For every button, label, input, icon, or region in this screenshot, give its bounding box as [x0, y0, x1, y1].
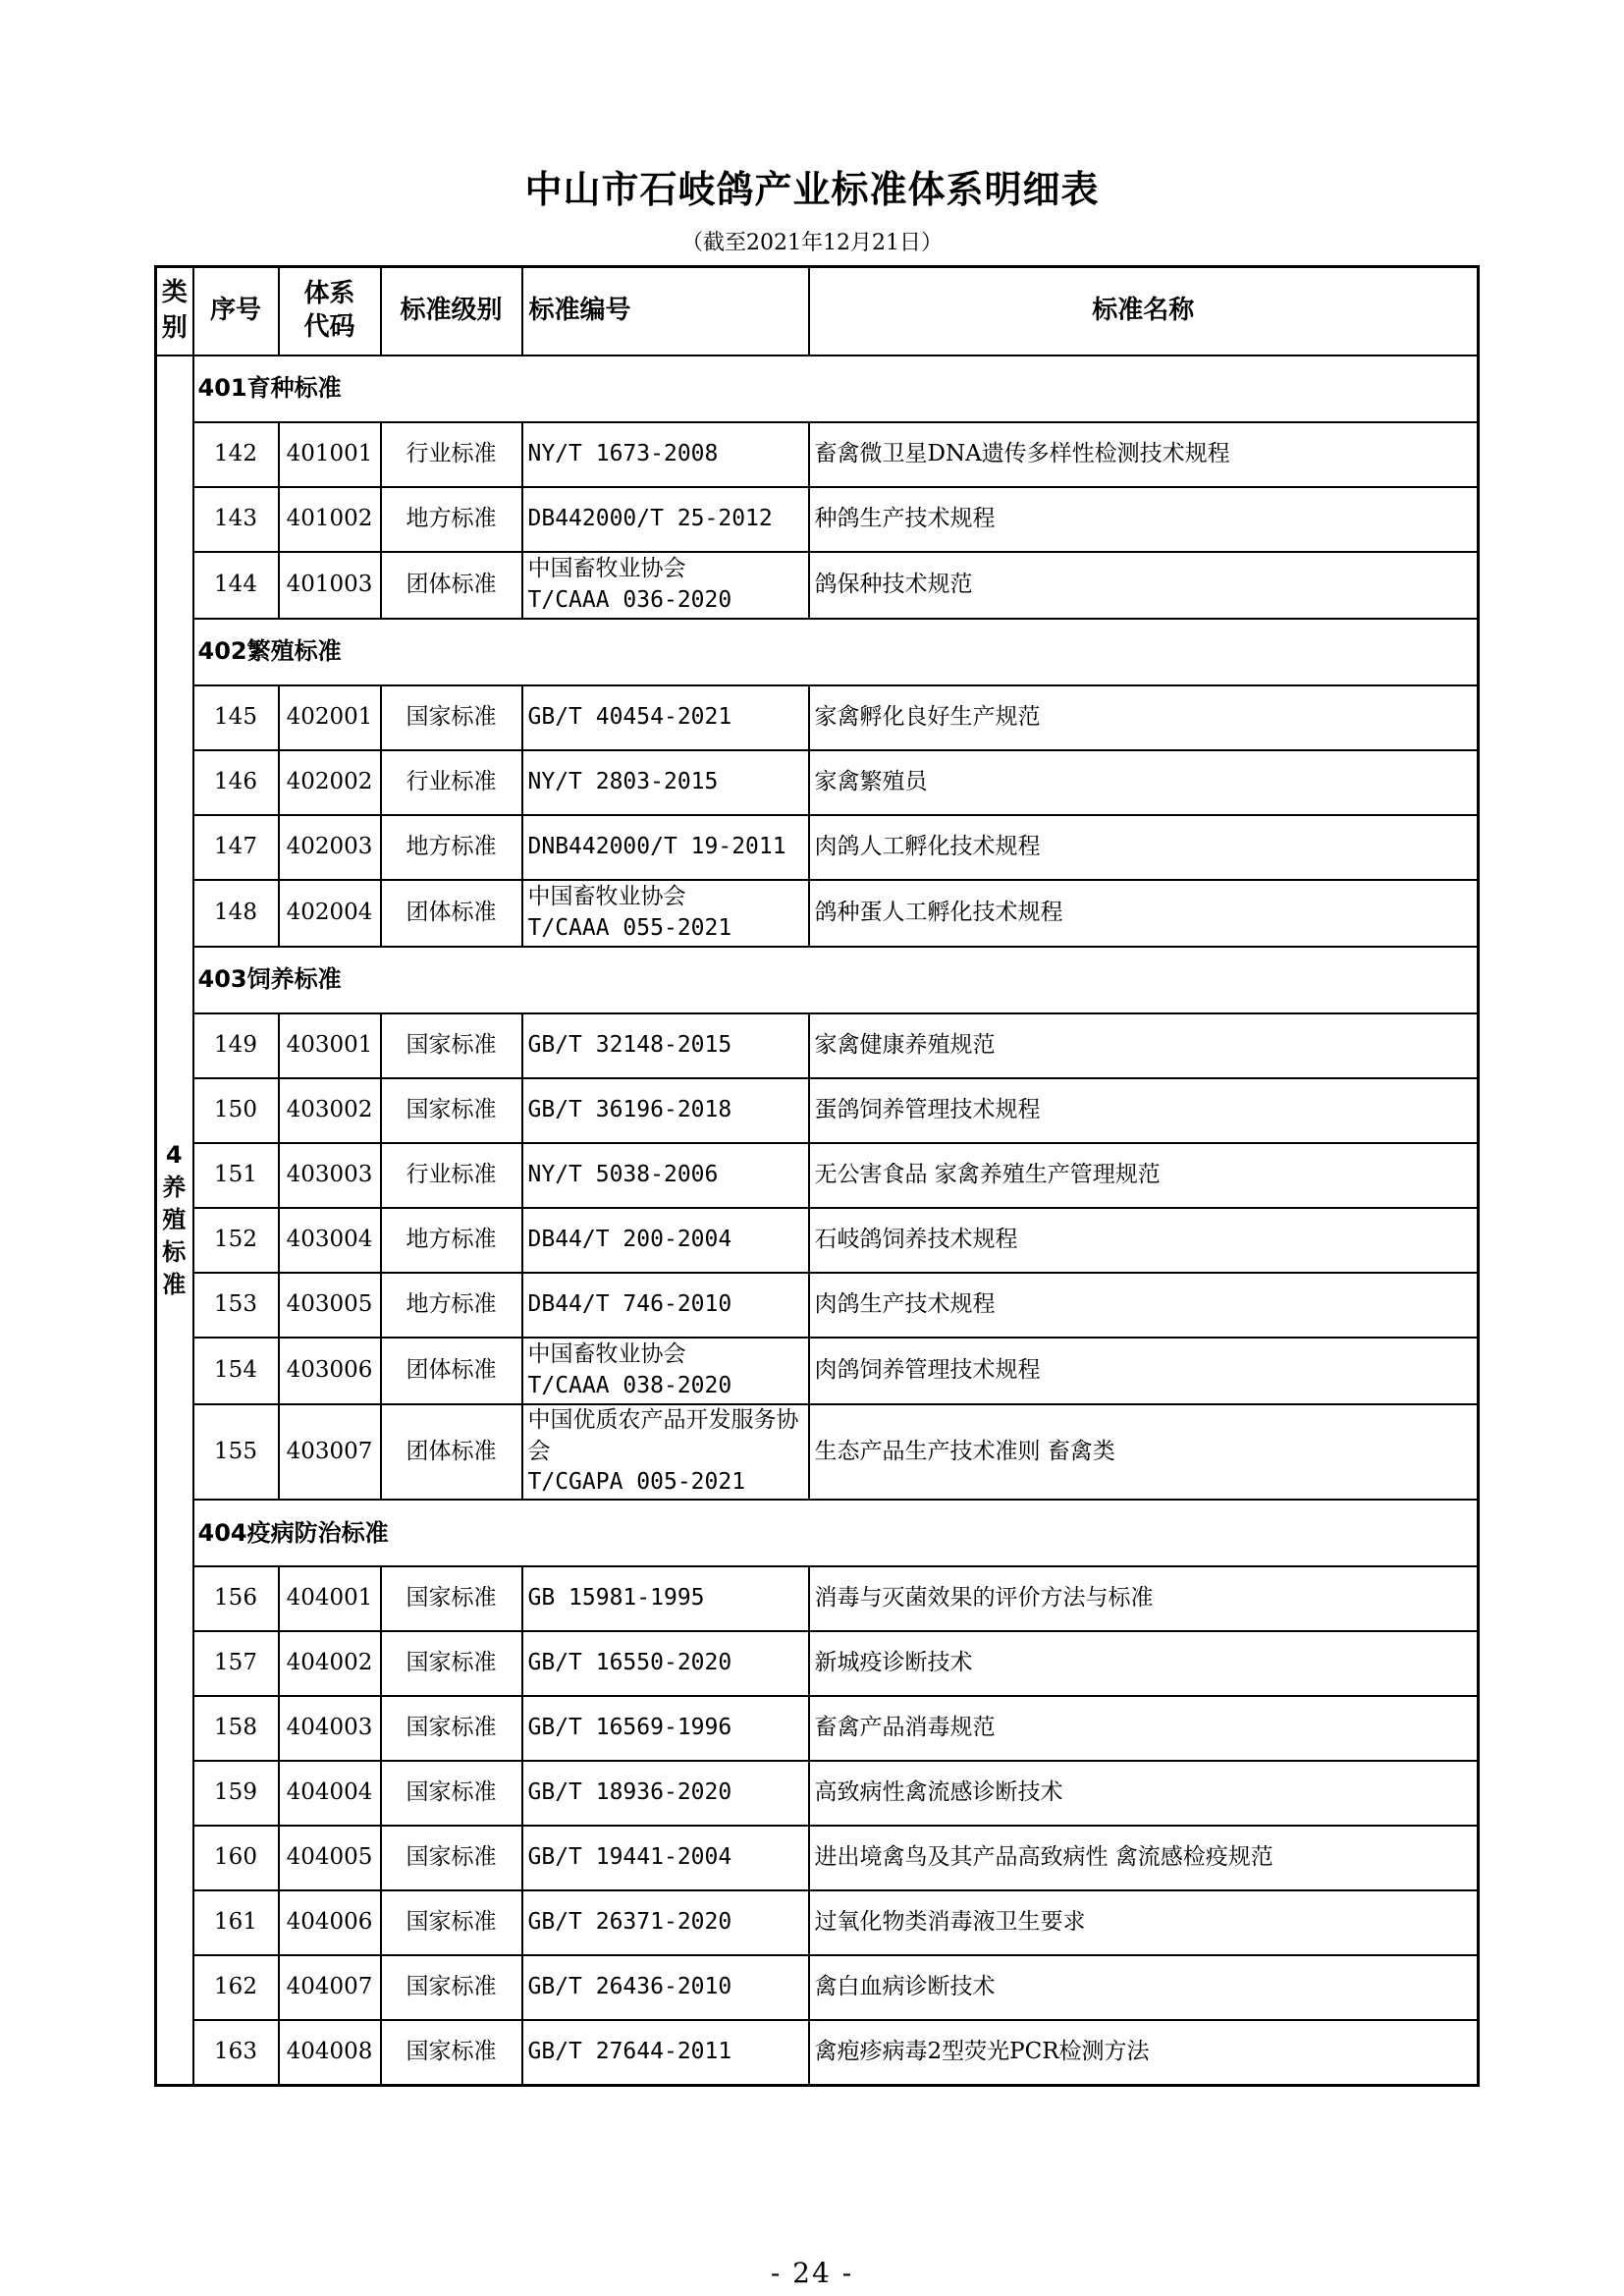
table-row [156, 1338, 1479, 1404]
cell-code: 404002 [279, 1631, 381, 1696]
cell-standard-name: 种鸽生产技术规程 [809, 487, 1479, 552]
table-row [156, 1208, 1479, 1273]
table-row [156, 552, 1479, 619]
cell-seq: 150 [193, 1078, 279, 1143]
cell-code: 401002 [279, 487, 381, 552]
table-row [156, 1761, 1479, 1826]
cell-standard-name: 家禽孵化良好生产规范 [809, 685, 1479, 750]
cell-standard-number: DB44/T 200-2004 [522, 1208, 809, 1273]
cell-level: 地方标准 [381, 815, 522, 880]
cell-level: 地方标准 [381, 1273, 522, 1338]
cell-code: 404008 [279, 2020, 381, 2086]
cell-level: 国家标准 [381, 1013, 522, 1078]
cell-code: 403003 [279, 1143, 381, 1208]
cell-code: 402003 [279, 815, 381, 880]
table-row [156, 1078, 1479, 1143]
cell-standard-name: 畜禽微卫星DNA遗传多样性检测技术规程 [809, 422, 1479, 487]
cell-standard-name: 过氧化物类消毒液卫生要求 [809, 1890, 1479, 1955]
cell-level: 团体标准 [381, 1404, 522, 1500]
cell-code: 401001 [279, 422, 381, 487]
cell-seq: 157 [193, 1631, 279, 1696]
cell-level: 团体标准 [381, 1338, 522, 1404]
cell-standard-name: 无公害食品 家禽养殖生产管理规范 [809, 1143, 1479, 1208]
cell-code: 403005 [279, 1273, 381, 1338]
header-category-label: 类 别 [161, 278, 188, 343]
cell-level: 国家标准 [381, 1761, 522, 1826]
cell-code: 404001 [279, 1566, 381, 1631]
cell-seq: 161 [193, 1890, 279, 1955]
cell-level: 行业标准 [381, 750, 522, 815]
cell-standard-name: 禽白血病诊断技术 [809, 1955, 1479, 2020]
cell-standard-number: GB/T 32148-2015 [522, 1013, 809, 1078]
header-category [156, 267, 193, 356]
cell-standard-name: 畜禽产品消毒规范 [809, 1696, 1479, 1761]
cell-level: 国家标准 [381, 1696, 522, 1761]
cell-standard-name: 鸽种蛋人工孵化技术规程 [809, 880, 1479, 947]
cell-code: 403004 [279, 1208, 381, 1273]
cell-standard-number: GB/T 27644-2011 [522, 2020, 809, 2086]
cell-standard-name: 肉鸽生产技术规程 [809, 1273, 1479, 1338]
table-row [156, 1566, 1479, 1631]
document-title: 中山市石岐鸽产业标准体系明细表 [524, 168, 1100, 211]
cell-seq: 151 [193, 1143, 279, 1208]
table-row [156, 1955, 1479, 2020]
cell-level: 团体标准 [381, 880, 522, 947]
table-row [156, 685, 1479, 750]
group-header-row [156, 1500, 1479, 1566]
cell-seq: 145 [193, 685, 279, 750]
cell-code: 402002 [279, 750, 381, 815]
cell-code: 403006 [279, 1338, 381, 1404]
cell-code: 404005 [279, 1826, 381, 1890]
cell-standard-number: NY/T 1673-2008 [522, 422, 809, 487]
table-row [156, 815, 1479, 880]
group-title: 404疫病防治标准 [193, 1500, 1479, 1566]
cell-standard-number: GB/T 19441-2004 [522, 1826, 809, 1890]
table-row [156, 487, 1479, 552]
cell-seq: 158 [193, 1696, 279, 1761]
cell-standard-name: 家禽繁殖员 [809, 750, 1479, 815]
cell-level: 行业标准 [381, 422, 522, 487]
cell-standard-number: GB/T 18936-2020 [522, 1761, 809, 1826]
cell-seq: 160 [193, 1826, 279, 1890]
cell-standard-number: GB/T 16550-2020 [522, 1631, 809, 1696]
group-header-row [156, 619, 1479, 685]
cell-standard-number: GB/T 16569-1996 [522, 1696, 809, 1761]
cell-standard-number: NY/T 2803-2015 [522, 750, 809, 815]
cell-seq: 146 [193, 750, 279, 815]
cell-seq: 144 [193, 552, 279, 619]
table-row [156, 1890, 1479, 1955]
cell-seq: 152 [193, 1208, 279, 1273]
header-number: 标准编号 [522, 267, 809, 356]
cell-standard-number: DB442000/T 25-2012 [522, 487, 809, 552]
cell-standard-name: 进出境禽鸟及其产品高致病性 禽流感检疫规范 [809, 1826, 1479, 1890]
cell-standard-name: 肉鸽人工孵化技术规程 [809, 815, 1479, 880]
table-row [156, 1013, 1479, 1078]
table-row [156, 1696, 1479, 1761]
table-row [156, 2020, 1479, 2086]
cell-code: 402001 [279, 685, 381, 750]
cell-standard-number: 中国畜牧业协会 T/CAAA 038-2020 [522, 1338, 809, 1404]
cell-level: 行业标准 [381, 1143, 522, 1208]
header-name: 标准名称 [809, 267, 1479, 356]
page-number: - 24 - [770, 2257, 854, 2289]
category-cell [156, 355, 193, 2086]
cell-level: 国家标准 [381, 1566, 522, 1631]
cell-standard-number: DB44/T 746-2010 [522, 1273, 809, 1338]
cell-standard-number: GB/T 36196-2018 [522, 1078, 809, 1143]
cell-seq: 148 [193, 880, 279, 947]
table-row [156, 1826, 1479, 1890]
standards-table [154, 265, 1480, 2087]
table-row [156, 1143, 1479, 1208]
cell-standard-number: DNB442000/T 19-2011 [522, 815, 809, 880]
cell-standard-name: 生态产品生产技术准则 畜禽类 [809, 1404, 1479, 1500]
cell-seq: 147 [193, 815, 279, 880]
cell-seq: 162 [193, 1955, 279, 2020]
table-row [156, 750, 1479, 815]
cell-seq: 142 [193, 422, 279, 487]
cell-standard-name: 禽疱疹病毒2型荧光PCR检测方法 [809, 2020, 1479, 2086]
cell-seq: 155 [193, 1404, 279, 1500]
cell-code: 402004 [279, 880, 381, 947]
cell-code: 404003 [279, 1696, 381, 1761]
header-code [279, 267, 381, 356]
cell-code: 404007 [279, 1955, 381, 2020]
group-header-row [156, 947, 1479, 1013]
cell-standard-name: 石岐鸽饲养技术规程 [809, 1208, 1479, 1273]
cell-seq: 156 [193, 1566, 279, 1631]
cell-code: 404006 [279, 1890, 381, 1955]
cell-standard-name: 新城疫诊断技术 [809, 1631, 1479, 1696]
table-row [156, 1273, 1479, 1338]
cell-level: 地方标准 [381, 1208, 522, 1273]
cell-level: 地方标准 [381, 487, 522, 552]
table-header-row [156, 267, 1479, 356]
category-label: 4 养 殖 标 准 [162, 1140, 187, 1299]
cell-standard-number: GB/T 40454-2021 [522, 685, 809, 750]
cell-code: 403002 [279, 1078, 381, 1143]
cell-code: 403007 [279, 1404, 381, 1500]
cell-seq: 154 [193, 1338, 279, 1404]
header-level: 标准级别 [381, 267, 522, 356]
group-title: 402繁殖标准 [193, 619, 1479, 685]
cell-seq: 143 [193, 487, 279, 552]
cell-standard-number: 中国畜牧业协会 T/CAAA 055-2021 [522, 880, 809, 947]
cell-seq: 153 [193, 1273, 279, 1338]
cell-level: 国家标准 [381, 1826, 522, 1890]
cell-level: 国家标准 [381, 685, 522, 750]
group-header-row [156, 355, 1479, 422]
document-subtitle: （截至2021年12月21日） [681, 231, 943, 255]
table-row [156, 422, 1479, 487]
cell-standard-number: GB/T 26436-2010 [522, 1955, 809, 2020]
cell-level: 国家标准 [381, 1955, 522, 2020]
cell-standard-number: GB/T 26371-2020 [522, 1890, 809, 1955]
cell-standard-number: 中国畜牧业协会 T/CAAA 036-2020 [522, 552, 809, 619]
cell-seq: 149 [193, 1013, 279, 1078]
table-row [156, 1404, 1479, 1500]
cell-standard-number: GB 15981-1995 [522, 1566, 809, 1631]
cell-code: 403001 [279, 1013, 381, 1078]
header-seq: 序号 [193, 267, 279, 356]
cell-code: 401003 [279, 552, 381, 619]
group-title: 403饲养标准 [193, 947, 1479, 1013]
cell-standard-number: 中国优质农产品开发服务协会 T/CGAPA 005-2021 [522, 1404, 809, 1500]
cell-standard-name: 高致病性禽流感诊断技术 [809, 1761, 1479, 1826]
cell-level: 国家标准 [381, 2020, 522, 2086]
table-row [156, 1631, 1479, 1696]
header-code-label: 体系 代码 [303, 279, 355, 342]
table-row [156, 880, 1479, 947]
cell-standard-name: 蛋鸽饲养管理技术规程 [809, 1078, 1479, 1143]
cell-standard-name: 消毒与灭菌效果的评价方法与标准 [809, 1566, 1479, 1631]
cell-code: 404004 [279, 1761, 381, 1826]
cell-level: 团体标准 [381, 552, 522, 619]
cell-standard-number: NY/T 5038-2006 [522, 1143, 809, 1208]
cell-standard-name: 鸽保种技术规范 [809, 552, 1479, 619]
cell-level: 国家标准 [381, 1631, 522, 1696]
cell-standard-name: 家禽健康养殖规范 [809, 1013, 1479, 1078]
cell-seq: 159 [193, 1761, 279, 1826]
cell-level: 国家标准 [381, 1078, 522, 1143]
cell-standard-name: 肉鸽饲养管理技术规程 [809, 1338, 1479, 1404]
cell-level: 国家标准 [381, 1890, 522, 1955]
group-title: 401育种标准 [193, 355, 1479, 422]
cell-seq: 163 [193, 2020, 279, 2086]
